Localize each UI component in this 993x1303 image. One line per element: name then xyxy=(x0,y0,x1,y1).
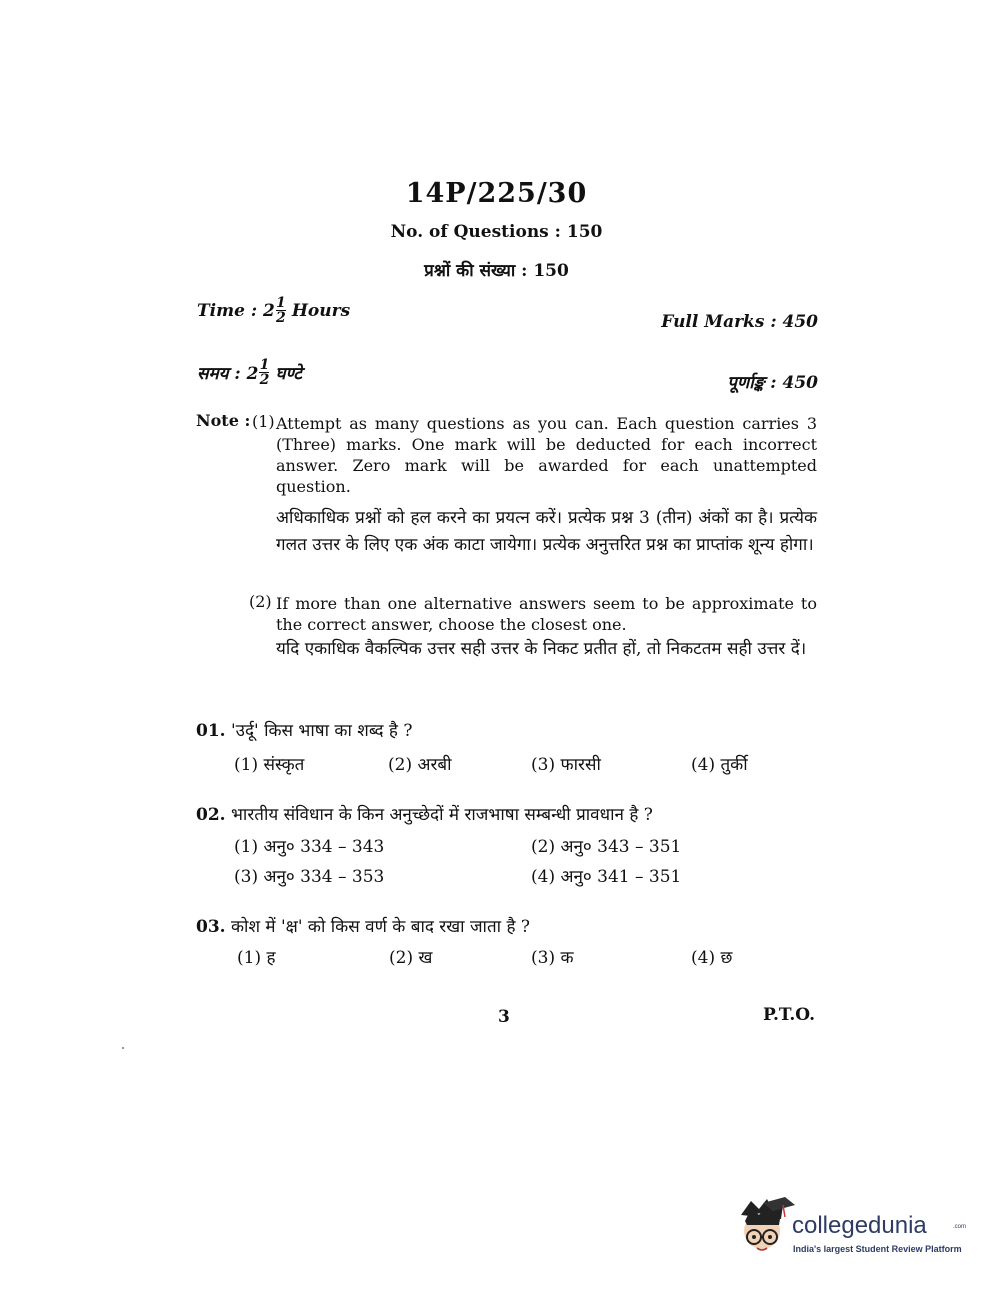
speck xyxy=(122,1047,124,1049)
num-questions-en: No. of Questions : 150 xyxy=(390,222,603,242)
fraction-denominator: 2 xyxy=(275,310,286,326)
q02-option-3: (3) अनु० 334 – 353 xyxy=(234,867,385,887)
note-item-1-en: Attempt as many questions as you can. Each question carries 3 (Three) marks. One mark will be deducted for each incorrect answer. Zero mark will be awarded for each unattempted question. xyxy=(276,414,817,496)
logo-brand-text: collegedunia xyxy=(792,1212,927,1239)
pto-label: P.T.O. xyxy=(763,1005,815,1025)
fraction-numerator: 1 xyxy=(275,295,286,311)
q01-option-3: (3) फारसी xyxy=(531,755,601,775)
question-text: कोश में 'क्ष' को किस वर्ण के बाद रखा जाता है ? xyxy=(230,917,531,937)
num-questions-hi: प्रश्नों की संख्या : 150 xyxy=(424,261,569,281)
note-label-text: Note : xyxy=(196,411,251,430)
q03-option-4: (4) छ xyxy=(691,948,733,968)
question-text: 'उर्दू' किस भाषा का शब्द है ? xyxy=(230,721,413,741)
time-hi xyxy=(197,358,302,387)
note-item-2-en: If more than one alternative answers seem to be approximate to the correct answer, choose the closest one. xyxy=(276,594,817,634)
question-03 xyxy=(196,914,530,937)
time-unit-hi: घण्टे xyxy=(275,364,302,384)
q01-option-2: (2) अरबी xyxy=(388,755,452,775)
fraction-denominator: 2 xyxy=(259,372,270,388)
q03-option-2: (2) ख xyxy=(389,948,433,968)
full-marks-hi: पूर्णाङ्क : 450 xyxy=(727,373,818,393)
question-01 xyxy=(196,718,412,741)
note-item-2-number: (2) xyxy=(249,592,272,611)
time-fraction-en xyxy=(276,296,286,325)
note-item-2-hi: यदि एकाधिक वैकल्पिक उत्तर सही उत्तर के निकट प्रतीत हों, तो निकटतम सही उत्तर दें। xyxy=(276,639,807,659)
q02-option-4: (4) अनु० 341 – 351 xyxy=(531,867,682,887)
q03-option-1: (1) ह xyxy=(237,948,276,968)
paper-code: 14P/225/30 xyxy=(405,178,588,209)
q01-option-1: (1) संस्कृत xyxy=(234,755,305,775)
logo-tagline: India's largest Student Review Platform xyxy=(793,1244,962,1254)
time-unit-en: Hours xyxy=(291,300,351,321)
q01-option-4: (4) तुर्की xyxy=(691,755,748,775)
full-marks-en: Full Marks : 450 xyxy=(661,312,818,332)
time-en xyxy=(197,296,350,325)
question-number: 02. xyxy=(196,805,226,825)
time-fraction-hi xyxy=(259,358,269,387)
time-label-en: Time : 2 xyxy=(197,300,275,321)
time-label-hi: समय : 2 xyxy=(197,364,259,384)
fraction-numerator: 1 xyxy=(259,357,270,373)
q03-option-3: (3) क xyxy=(531,948,574,968)
logo-com-text: .com xyxy=(953,1224,967,1230)
question-number: 01. xyxy=(196,721,226,741)
q02-option-1: (1) अनु० 334 – 343 xyxy=(234,837,385,857)
note-label xyxy=(196,411,250,430)
note-item-1-hi: अधिकाधिक प्रश्नों को हल करने का प्रयत्न करें। प्रत्येक प्रश्न 3 (तीन) अंकों का है। प्रत्येक गलत उत्तर के लिए एक अंक काटा जायेगा। प्रत्येक अनुत्तरित प्रश्न का प्राप्तांक शून्य होगा। xyxy=(276,508,817,555)
page-number: 3 xyxy=(498,1007,510,1027)
q02-option-2: (2) अनु० 343 – 351 xyxy=(531,837,682,857)
note-item-1-number: (1) xyxy=(252,412,275,431)
question-number: 03. xyxy=(196,917,226,937)
question-02 xyxy=(196,802,653,825)
question-text: भारतीय संविधान के किन अनुच्छेदों में राजभाषा सम्बन्धी प्रावधान है ? xyxy=(230,805,653,825)
